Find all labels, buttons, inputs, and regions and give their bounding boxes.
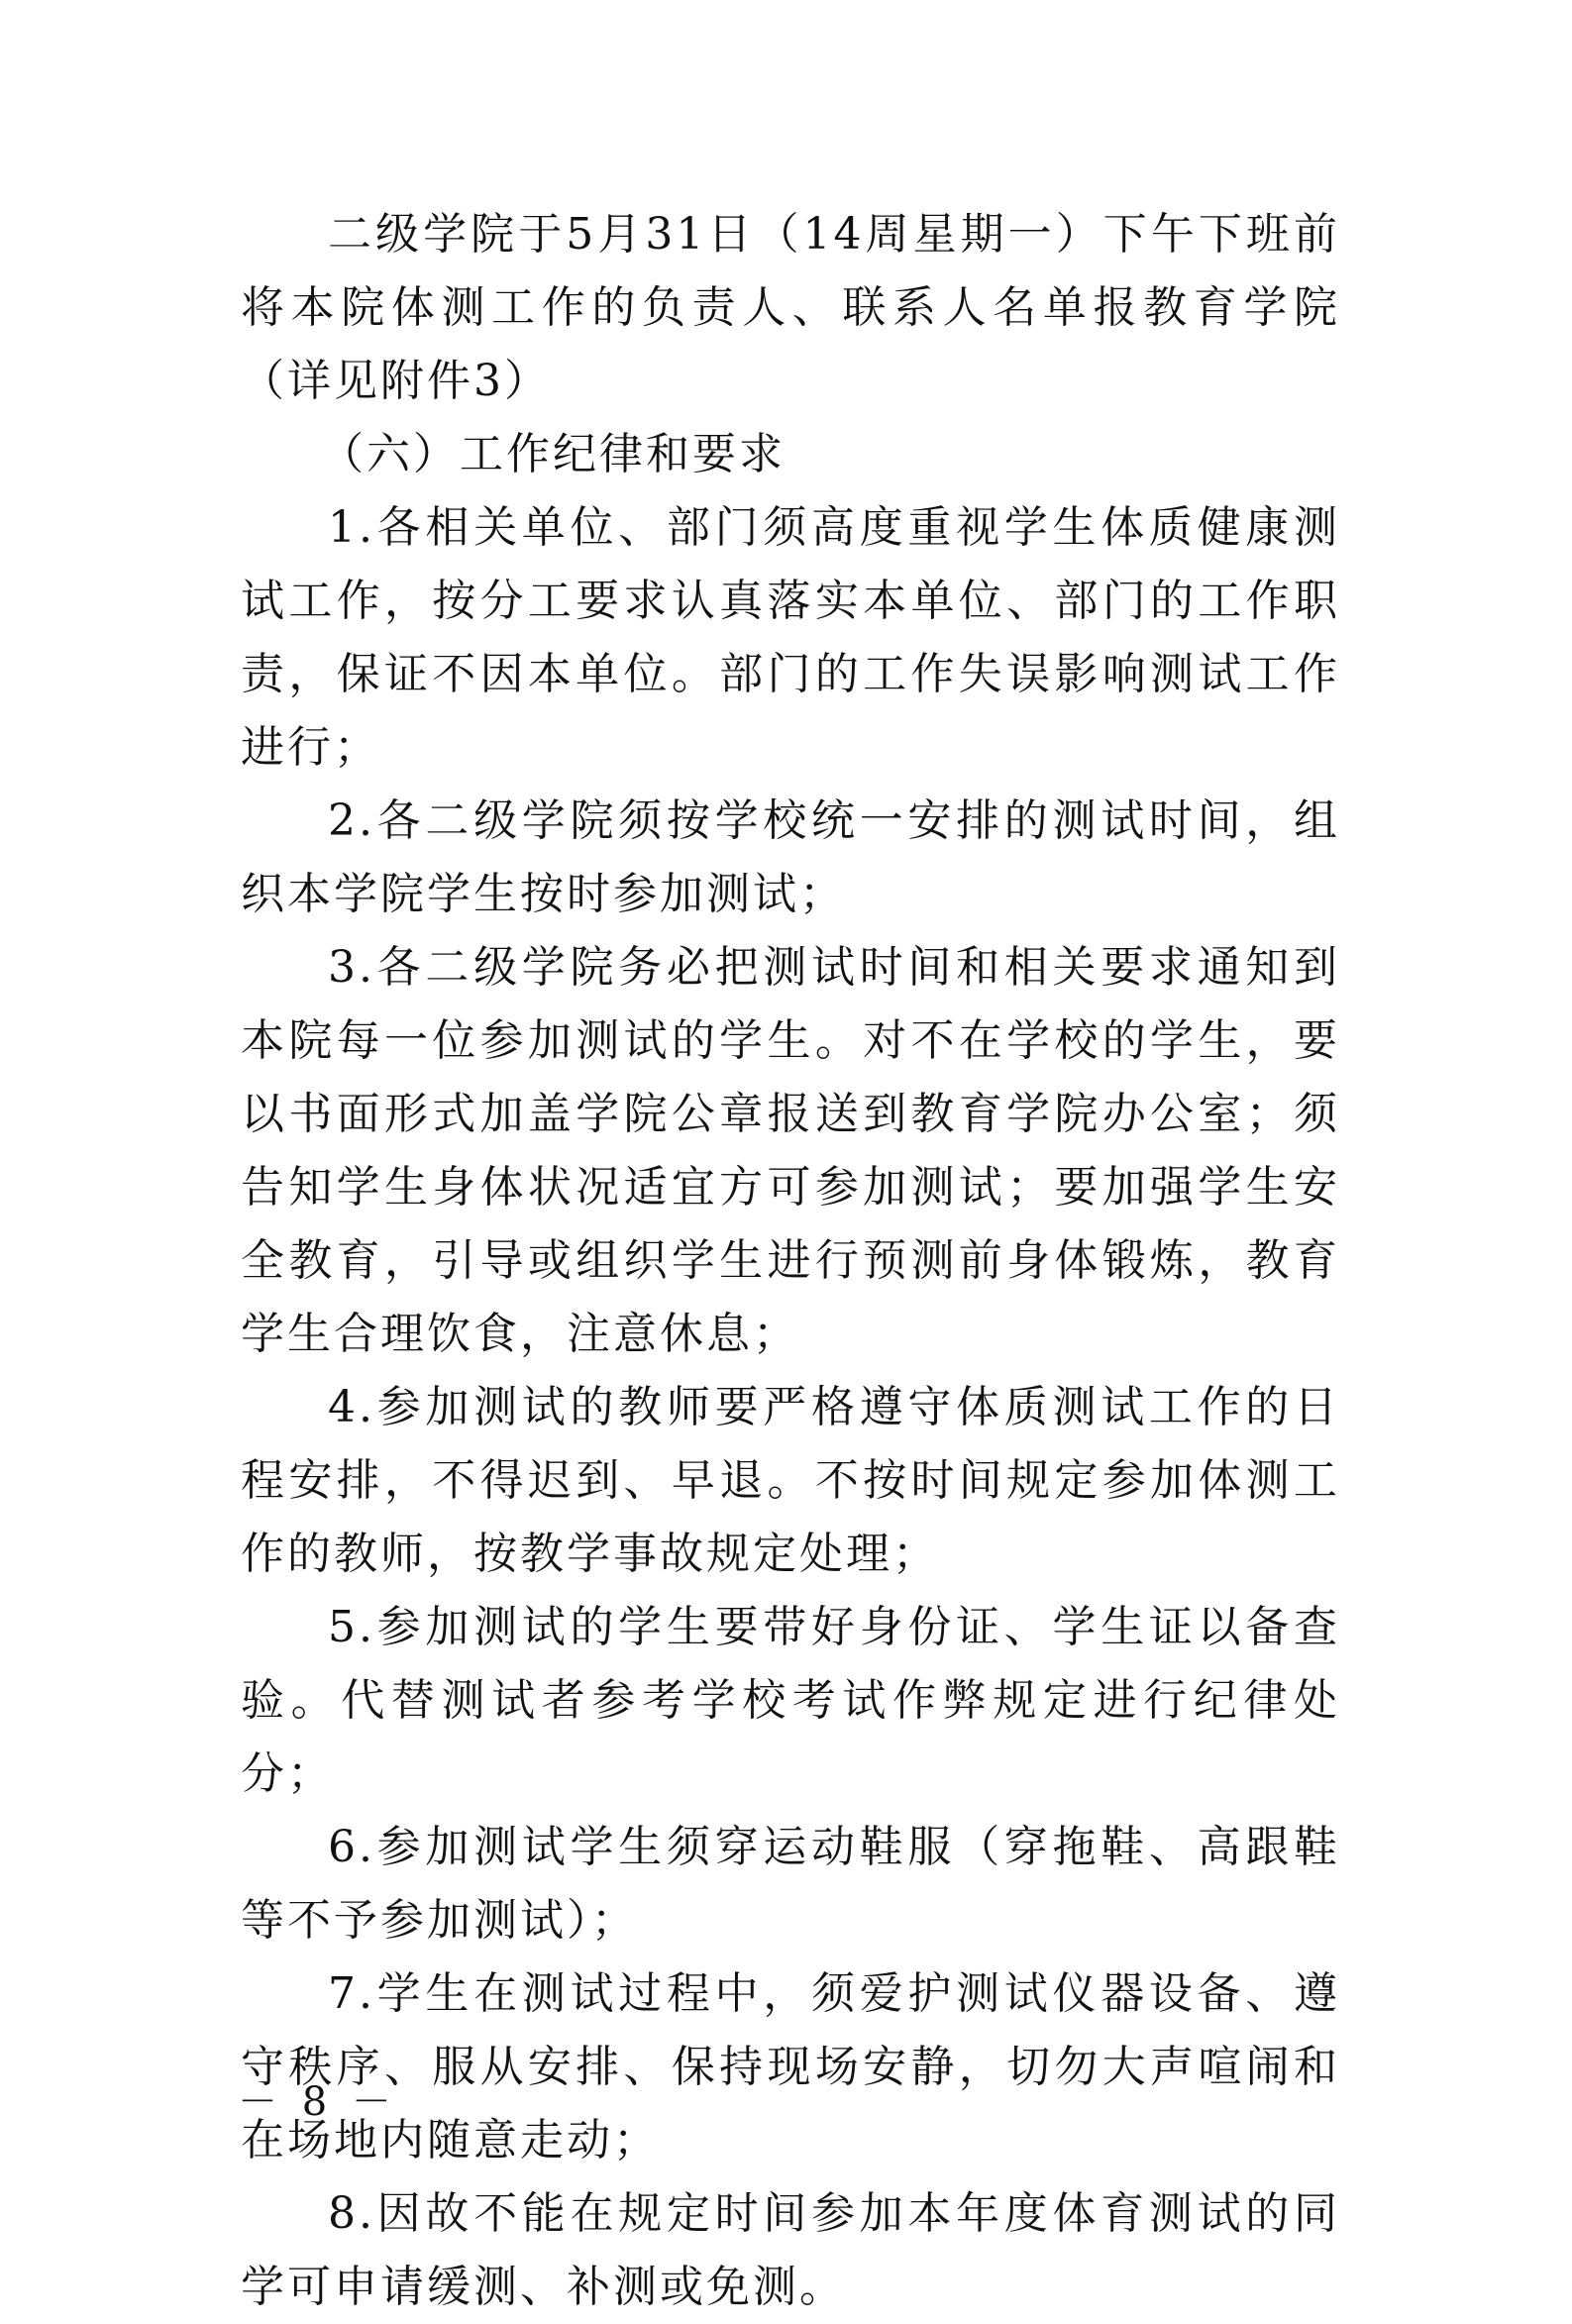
page-number: － 8 －: [238, 2079, 397, 2125]
document-body: [241, 198, 1340, 2324]
paragraph-item-6: 6.参加测试学生须穿运动鞋服（穿拖鞋、高跟鞋等不予参加测试）；: [241, 1822, 1340, 1946]
paragraph-item-1: 1.各相关单位、部门须高度重视学生体质健康测试工作，按分工要求认真落实本单位、部门的工作职责，保证不因本单位。部门的工作失误影响测试工作进行；: [241, 502, 1340, 773]
paragraph-item-7: 7.学生在测试过程中，须爱护测试仪器设备、遵守秩序、服从安排、保持现场安静，切勿大声喧闹和在场地内随意走动；: [241, 1968, 1340, 2166]
paragraph-item-8: 8.因故不能在规定时间参加本年度体育测试的同学可申请缓测、补测或免测。: [241, 2188, 1340, 2312]
paragraph-item-2: 2.各二级学院须按学校统一安排的测试时间，组织本学院学生按时参加测试；: [241, 795, 1340, 919]
section-heading-discipline: （六）工作纪律和要求: [320, 429, 786, 479]
paragraph-item-3: 3.各二级学院务必把测试时间和相关要求通知到本院每一位参加测试的学生。对不在学校的学生，要以书面形式加盖学院公章报送到教育学院办公室；须告知学生身体状况适宜方可参加测试；要加强学生安全教育，引导或组织学生进行预测前身体锻炼，教育学生合理饮食，注意休息；: [241, 942, 1340, 1359]
paragraph-item-4: 4.参加测试的教师要严格遵守体质测试工作的日程安排，不得迟到、早退。不按时间规定参加体测工作的教师，按教学事故规定处理；: [241, 1382, 1340, 1579]
paragraph-report-deadline: 二级学院于5月31日（14周星期一）下午下班前将本院体测工作的负责人、联系人名单报教育学院（详见附件3）: [241, 209, 1340, 406]
paragraph-item-5: 5.参加测试的学生要带好身份证、学生证以备查验。代替测试者参考学校考试作弊规定进行纪律处分；: [241, 1602, 1340, 1799]
